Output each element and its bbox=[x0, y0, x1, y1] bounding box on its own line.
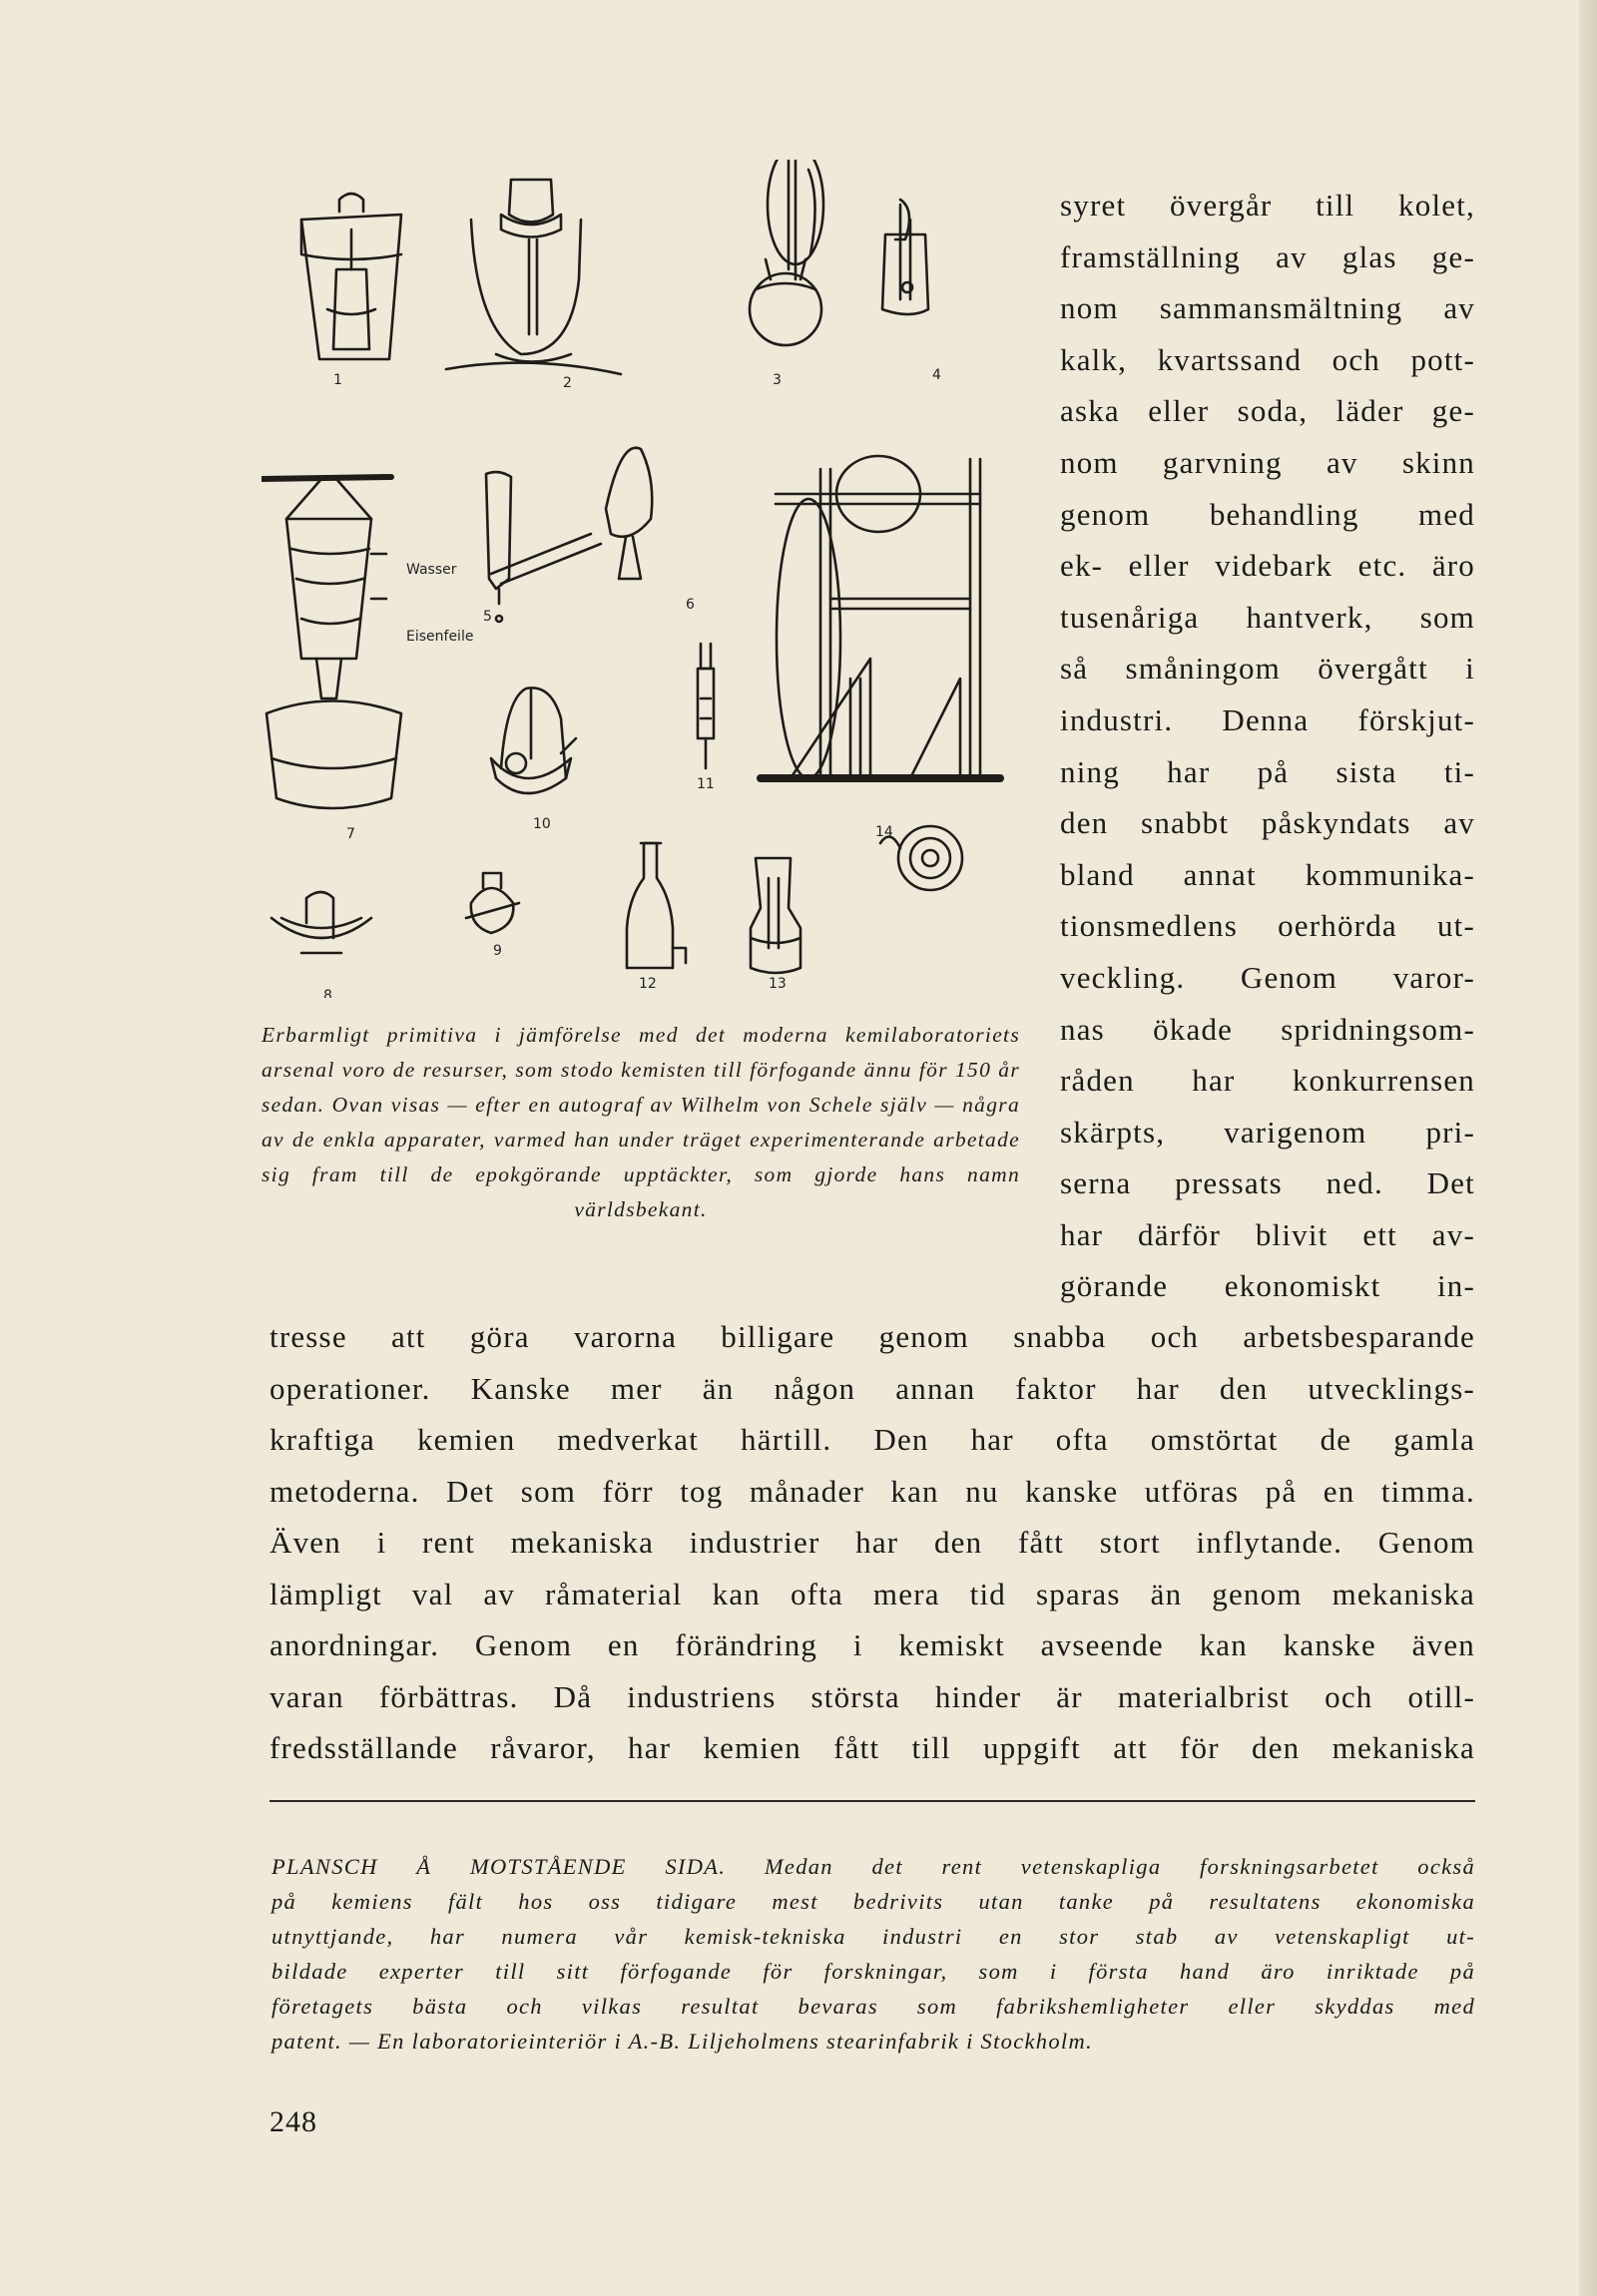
footnote-line: företagets bästa och vilkas resultat bevaras som fabrikshemligheter eller skyddas med bbox=[271, 1994, 1475, 2019]
footnote-line: patent. — En laboratorieinteriör i A.-B. Liljeholmens stearinfabrik i Stockholm. bbox=[271, 2029, 1093, 2054]
figure-number-11: 11 bbox=[697, 776, 715, 792]
text-line: kalk, kvartssand och pott- bbox=[1060, 341, 1475, 377]
text-line: framställning av glas ge- bbox=[1060, 238, 1475, 274]
footnote-divider bbox=[269, 1800, 1475, 1802]
figure-number-7: 7 bbox=[346, 826, 355, 842]
text-line: tionsmedlens oerhörda ut- bbox=[1060, 908, 1475, 944]
figure-number-5: 5 bbox=[483, 609, 492, 625]
figure-number-10: 10 bbox=[533, 816, 551, 832]
footnote-line: PLANSCH Å MOTSTÅENDE SIDA. Medan det rent vetenskapliga forskningsarbetet också bbox=[271, 1854, 1475, 1879]
text-line: nom garvning av skinn bbox=[1060, 444, 1475, 480]
figure-number-13: 13 bbox=[769, 976, 787, 992]
text-line: bland annat kommunika- bbox=[1060, 856, 1475, 892]
text-line: serna pressats ned. Det bbox=[1060, 1165, 1475, 1201]
text-line: tusenåriga hantverk, som bbox=[1060, 599, 1475, 635]
footnote-line: bildade experter till sitt förfogande för forskningar, som i första hand äro inriktade på bbox=[271, 1959, 1475, 1984]
body-text bbox=[269, 1311, 1475, 1774]
figure-number-8: 8 bbox=[323, 988, 332, 998]
figure-caption: Erbarmligt primitiva i jämförelse med det moderna kemilaboratoriets arsenal voro de resurser, som stodo kemisten till förfogande ännu för 150 år sedan. Ovan visas — efter en autograf av Wilhelm von Schele själv — några av de enkla apparater, varmed han under träget experimenterande arbetade sig fram till de epokgörande upptäckter, som gjorde hans namn världsbekant. bbox=[262, 1023, 1020, 1221]
apparatus-7 bbox=[262, 477, 401, 808]
apparatus-4 bbox=[882, 200, 928, 314]
apparatus-1 bbox=[301, 194, 401, 359]
figure-label-eisenfeile: Eisenfeile bbox=[406, 629, 474, 645]
apparatus-drawing bbox=[262, 160, 1040, 998]
text-line: kraftiga kemien medverkat härtill. Den har ofta omstörtat de gamla bbox=[269, 1422, 1475, 1457]
figure-label-wasser: Wasser bbox=[406, 562, 457, 578]
apparatus-8 bbox=[271, 892, 371, 953]
text-line: den snabbt påskyndats av bbox=[1060, 805, 1475, 841]
apparatus-illustration bbox=[262, 160, 1040, 998]
apparatus-9 bbox=[466, 873, 519, 933]
apparatus-6 bbox=[491, 448, 652, 584]
text-line: nom sammansmältning av bbox=[1060, 290, 1475, 326]
text-line: råden har konkurrensen bbox=[1060, 1063, 1475, 1099]
figure-number-1: 1 bbox=[333, 372, 342, 388]
apparatus-10 bbox=[491, 688, 576, 793]
text-line: görande ekonomiskt in- bbox=[1060, 1268, 1475, 1304]
text-line: genom behandling med bbox=[1060, 496, 1475, 532]
figure-number-4: 4 bbox=[932, 367, 941, 383]
figure-number-3: 3 bbox=[773, 372, 782, 388]
apparatus-14 bbox=[761, 456, 1000, 778]
footnote-plansch bbox=[271, 1849, 1475, 2059]
text-line: Även i rent mekaniska industrier har den fått stort inflytande. Genom bbox=[269, 1525, 1475, 1560]
figure-number-2: 2 bbox=[563, 375, 572, 391]
text-line: nas ökade spridningsom- bbox=[1060, 1011, 1475, 1047]
text-line: operationer. Kanske mer än någon annan faktor har den utvecklings- bbox=[269, 1370, 1475, 1406]
apparatus-11 bbox=[698, 644, 714, 768]
figure-number-14: 14 bbox=[875, 824, 893, 840]
footnote-line: på kemiens fält hos oss tidigare mest bedrivits utan tanke på resultatens ekonomiska bbox=[271, 1889, 1475, 1914]
text-line: tresse att göra varorna billigare genom snabba och arbetsbesparande bbox=[269, 1319, 1475, 1354]
apparatus-2 bbox=[446, 180, 621, 374]
page-edge bbox=[1579, 0, 1597, 2296]
text-line: anordningar. Genom en förändring i kemiskt avseende kan kanske även bbox=[269, 1627, 1475, 1662]
text-line: ek- eller videbark etc. äro bbox=[1060, 548, 1475, 584]
figure-number-6: 6 bbox=[686, 597, 695, 613]
text-line: så småningom övergått i bbox=[1060, 651, 1475, 687]
apparatus-3 bbox=[750, 160, 823, 345]
apparatus-12 bbox=[627, 843, 686, 968]
text-line: syret övergår till kolet, bbox=[1060, 188, 1475, 223]
text-line: varan förbättras. Då industriens största hinder är materialbrist och otill- bbox=[269, 1678, 1475, 1714]
text-line: aska eller soda, läder ge- bbox=[1060, 393, 1475, 429]
apparatus-5 bbox=[486, 472, 511, 622]
text-line: industri. Denna förskjut- bbox=[1060, 701, 1475, 737]
text-line: veckling. Genom varor- bbox=[1060, 959, 1475, 995]
apparatus-13 bbox=[751, 858, 800, 973]
figure-number-9: 9 bbox=[493, 943, 502, 959]
page-number: 248 bbox=[269, 2105, 317, 2138]
figure-number-12: 12 bbox=[639, 976, 657, 992]
right-column-text bbox=[1060, 180, 1475, 1312]
text-line: skärpts, varigenom pri- bbox=[1060, 1114, 1475, 1149]
text-line: har därför blivit ett av- bbox=[1060, 1216, 1475, 1252]
text-line: fredsställande råvaror, har kemien fått till uppgift att för den mekaniska bbox=[269, 1730, 1475, 1765]
text-line: lämpligt val av råmaterial kan ofta mera tid sparas än genom mekaniska bbox=[269, 1576, 1475, 1611]
text-line: metoderna. Det som förr tog månader kan nu kanske utföras på en timma. bbox=[269, 1473, 1475, 1509]
text-line: ning har på sista ti- bbox=[1060, 753, 1475, 789]
footnote-line: utnyttjande, har numera vår kemisk-tekniska industri en stor stab av vetenskapligt ut- bbox=[271, 1924, 1475, 1949]
